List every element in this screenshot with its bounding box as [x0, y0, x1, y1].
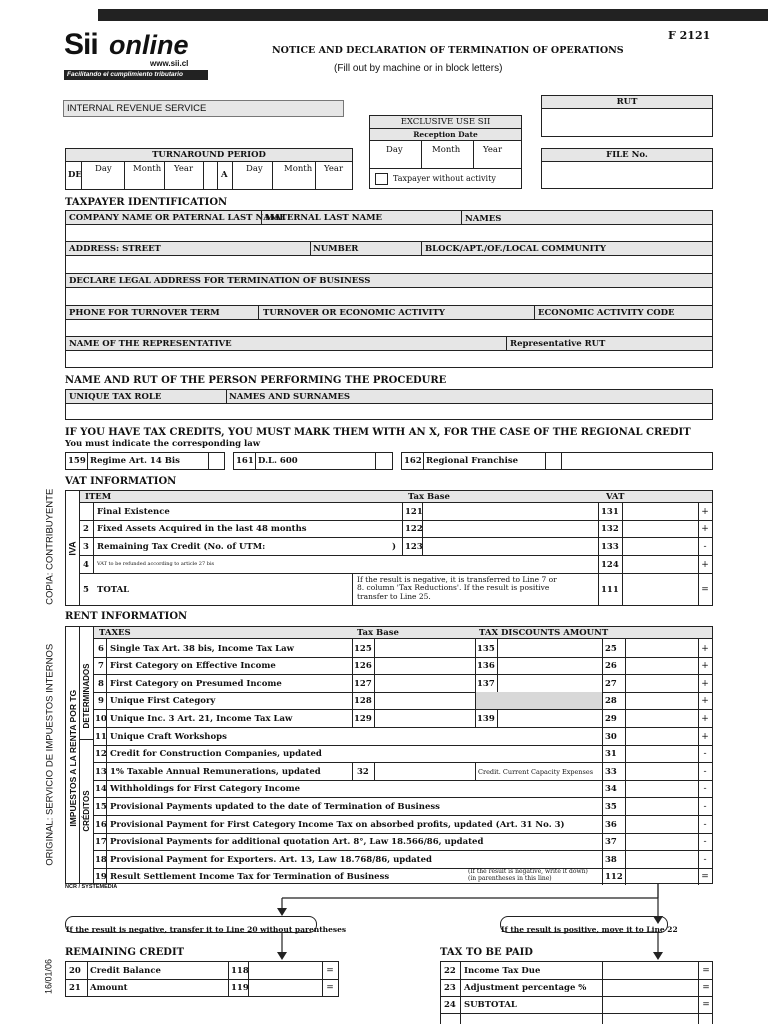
vat-sign: + — [701, 560, 709, 570]
rent-amount-code: 34 — [605, 784, 617, 794]
rent-discount-input[interactable] — [498, 674, 602, 692]
rent-amount-code: 29 — [605, 714, 617, 724]
period-to-label: A — [221, 170, 228, 180]
rent-amount-code: 25 — [605, 644, 617, 654]
topay-line-number: 24 — [444, 1000, 456, 1010]
vat-code: 124 — [601, 560, 619, 570]
file-number-label: FILE No. — [542, 149, 712, 162]
rent-amount-code: 112 — [605, 872, 623, 882]
topay-line-number: 23 — [444, 983, 456, 993]
credit-label: Regime Art. 14 Bis — [90, 456, 180, 466]
turnaround-period — [65, 148, 353, 190]
taxpayer-title: TAXPAYER IDENTIFICATION — [65, 197, 228, 208]
rent-amount-input[interactable] — [626, 639, 698, 657]
vat-base-code: 122 — [405, 524, 423, 534]
vat-line-number: 2 — [83, 524, 89, 534]
rent-table — [65, 626, 713, 884]
rent-discount-code: 136 — [477, 661, 495, 671]
logo-brand-right: online — [109, 30, 189, 60]
rent-discount-code: 135 — [477, 644, 495, 654]
topay-amount-input[interactable] — [603, 1013, 698, 1024]
rent-amount-input[interactable] — [626, 674, 698, 692]
credit-mark-cell[interactable] — [375, 453, 392, 469]
remaining-line-number: 21 — [69, 983, 81, 993]
vat-amount-input[interactable] — [623, 537, 697, 555]
credit-regime-14bis — [65, 452, 225, 470]
rent-base-code: 128 — [354, 696, 372, 706]
vat-line-label: TOTAL — [97, 585, 130, 595]
vat-vat-header: VAT — [606, 492, 625, 502]
rent-sign: + — [701, 696, 709, 706]
remaining-amount-input[interactable] — [249, 962, 322, 979]
rent-discount-code: 137 — [477, 679, 495, 689]
rent-side-credits: CRÉDITOS — [82, 790, 91, 832]
vat-base-code: 123 — [405, 542, 423, 552]
rent-amount-input[interactable] — [626, 657, 698, 674]
sii-logo — [64, 30, 212, 82]
topay-line-label: SUBTOTAL — [464, 1000, 517, 1010]
rent-line-label: Result Settlement Income Tax for Termination of Business — [110, 872, 390, 882]
rent-amount-input[interactable] — [626, 727, 698, 745]
vat-line-number: 4 — [83, 560, 89, 570]
remaining-code: 118 — [231, 966, 249, 976]
topay-sign: = — [702, 966, 710, 976]
rent-line-label: Unique First Category — [110, 696, 216, 706]
rent-line-number: 18 — [95, 855, 107, 865]
topay-sign: = — [702, 983, 710, 993]
file-number-field[interactable] — [541, 148, 713, 189]
tax-to-pay-table — [440, 961, 713, 1024]
rent-line-label: Credit for Construction Companies, updated — [110, 749, 322, 759]
period-from-day: Day — [95, 164, 112, 174]
activity-label: TURNOVER OR ECONOMIC ACTIVITY — [263, 308, 445, 318]
names-surnames-label: NAMES AND SURNAMES — [229, 392, 351, 402]
vat-sign: = — [701, 585, 709, 595]
rent-base-input[interactable] — [375, 657, 475, 674]
rent-sign: + — [701, 661, 709, 671]
rent-line-label: Provisional Payment for First Category Income Tax on absorbed profits, updated (Art. 31 No. 3) — [110, 820, 565, 830]
topay-sign: = — [702, 1000, 710, 1010]
rent-amount-input[interactable] — [626, 709, 698, 727]
topay-amount-input[interactable] — [603, 962, 698, 979]
rent-base-input[interactable] — [375, 709, 475, 727]
vat-table — [65, 490, 713, 606]
vat-sign: + — [701, 524, 709, 534]
rent-line-number: 13 — [95, 767, 107, 777]
rent-amount-code: 35 — [605, 802, 617, 812]
rent-sign: - — [703, 820, 707, 830]
vat-code: 111 — [601, 585, 619, 595]
period-to-month: Month — [284, 164, 313, 174]
rent-line-number: 15 — [95, 802, 107, 812]
vat-amount-input[interactable] — [623, 503, 697, 520]
rent-discount-code: 139 — [477, 714, 495, 724]
rent-amount-code: 31 — [605, 749, 617, 759]
procedure-box — [65, 389, 713, 420]
remaining-amount-input[interactable] — [249, 979, 322, 996]
turnaround-title: TURNAROUND PERIOD — [66, 149, 352, 162]
rent-base-input[interactable] — [375, 692, 475, 709]
topay-line-label: Adjustment percentage % — [464, 983, 587, 993]
rent-sign: - — [703, 784, 707, 794]
rent-amount-input[interactable] — [626, 797, 698, 815]
rent-amount-code: 38 — [605, 855, 617, 865]
printer-mark: NCR / SYSTEMEDIA — [65, 884, 118, 890]
rent-line-label: Unique Inc. 3 Art. 21, Income Tax Law — [110, 714, 293, 724]
rent-line-label: First Category on Presumed Income — [110, 679, 282, 689]
remaining-sign: = — [326, 983, 334, 993]
rent-capacity-note: Credit. Current Capacity Expenses — [478, 768, 594, 776]
vat-base-input[interactable] — [423, 520, 598, 537]
exclusive-day: Day — [386, 145, 403, 155]
credit-label: Regional Franchise — [426, 456, 519, 466]
taxpayer-identification — [65, 210, 713, 368]
rent-line-label: Withholdings for First Category Income — [110, 784, 301, 794]
unique-tax-role-label: UNIQUE TAX ROLE — [69, 392, 162, 402]
remaining-line-label: Credit Balance — [90, 966, 161, 976]
rent-amount-input[interactable] — [626, 780, 698, 797]
rent-line-label: Unique Craft Workshops — [110, 732, 227, 742]
copy-label: COPIA: CONTRIBUYENTE — [44, 488, 56, 605]
credit-mark-cell[interactable] — [208, 453, 224, 469]
remaining-code: 119 — [231, 983, 249, 993]
vat-code: 133 — [601, 542, 619, 552]
legal-address-label: DECLARE LEGAL ADDRESS FOR TERMINATION OF BUSINESS — [69, 276, 371, 286]
credit-label: D.L. 600 — [258, 456, 298, 466]
positive-result-instruction — [500, 916, 678, 934]
exclusive-year: Year — [483, 145, 503, 155]
rent-discount-input[interactable] — [498, 709, 602, 727]
rent-side-main: IMPUESTOS A LA RENTA POR TG — [67, 689, 78, 827]
rent-line-number: 6 — [98, 644, 104, 654]
names-label: NAMES — [465, 214, 502, 224]
rent-base-code: 129 — [354, 714, 372, 724]
vat-amount-input[interactable] — [623, 555, 697, 573]
credit-dl600 — [233, 452, 393, 470]
rent-sign: + — [701, 644, 709, 654]
rent-line-label: Provisional Payments for additional quotation Art. 8°, Law 18.566/86, updated — [110, 837, 484, 847]
vat-line-number: 3 — [83, 542, 89, 552]
rut-label: RUT — [542, 96, 712, 109]
rent-line-label: Provisional Payment for Exporters. Art. 13, Law 18.768/86, updated — [110, 855, 432, 865]
rent-side-determined: DETERMINADOS — [82, 663, 91, 729]
credit-regional-franchise — [401, 452, 713, 470]
vat-line-label: Remaining Tax Credit (No. of UTM: — [97, 542, 266, 552]
vat-amount-input[interactable] — [623, 573, 697, 605]
vat-item-header: ITEM — [85, 492, 112, 502]
rent-line-number: 17 — [95, 837, 107, 847]
form-subtitle: (Fill out by machine or in block letters) — [334, 63, 503, 74]
rent-code: 32 — [357, 767, 369, 777]
rent-amount-code: 26 — [605, 661, 617, 671]
rent-sign: - — [703, 749, 707, 759]
rent-line-number: 8 — [98, 679, 104, 689]
vat-line-label: VAT to be refunded according to article 27 bis — [97, 561, 215, 567]
vat-base-input[interactable] — [423, 503, 598, 520]
rent-sign: - — [703, 802, 707, 812]
tax-to-pay-title: TAX TO BE PAID — [440, 947, 533, 958]
top-bar — [98, 9, 768, 21]
rent-amount-code: 33 — [605, 767, 617, 777]
topay-line-number: 22 — [444, 966, 456, 976]
rent-line-number: 12 — [95, 749, 107, 759]
vat-total-note: If the result is negative, it is transferred to Line 7 or 8. column 'Tax Reductions'. If the result is positive transfer to Line 25. — [357, 575, 557, 601]
rent-amount-input[interactable] — [626, 745, 698, 762]
rent-sign: - — [703, 837, 707, 847]
print-date: 16/01/06 — [43, 958, 54, 995]
rent-amount-input[interactable] — [626, 833, 698, 850]
vat-line-label: Fixed Assets Acquired in the last 48 months — [97, 524, 307, 534]
period-to-day: Day — [246, 164, 263, 174]
logo-tagline: Facilitando el cumplimiento tributario — [64, 70, 208, 80]
rent-sign: + — [701, 732, 709, 742]
representative-rut-label: Representative RUT — [510, 339, 606, 349]
negative-result-instruction — [65, 916, 347, 934]
credit-code: 159 — [68, 456, 86, 466]
period-to-year: Year — [324, 164, 344, 174]
representative-name-label: NAME OF THE REPRESENTATIVE — [69, 339, 232, 349]
activity-code-label: ECONOMIC ACTIVITY CODE — [538, 308, 675, 318]
topay-line-label: Income Tax Due — [464, 966, 541, 976]
remaining-credit-table — [65, 961, 339, 997]
logo-brand-left: Sii — [64, 28, 98, 61]
exclusive-title: EXCLUSIVE USE SII — [370, 116, 521, 129]
rent-amount-code: 37 — [605, 837, 617, 847]
form-number: F 2121 — [668, 29, 711, 42]
exclusive-use-box — [369, 115, 522, 189]
rent-sign: - — [703, 855, 707, 865]
agency-label: INTERNAL REVENUE SERVICE — [63, 100, 344, 117]
vat-line-number: 5 — [83, 585, 89, 595]
procedure-title: NAME AND RUT OF THE PERSON PERFORMING THE PROCEDURE — [65, 375, 447, 386]
rent-line-number: 10 — [95, 714, 107, 724]
address-number-label: NUMBER — [313, 244, 359, 254]
rent-line-number: 16 — [95, 820, 107, 830]
credits-subtitle: You must indicate the corresponding law — [65, 439, 261, 449]
rent-discount-input[interactable] — [498, 639, 602, 657]
rent-base-input[interactable] — [375, 639, 475, 657]
rent-amount-code: 30 — [605, 732, 617, 742]
rent-base-code: 125 — [354, 644, 372, 654]
vat-title: VAT INFORMATION — [65, 476, 177, 487]
rent-sign: = — [701, 872, 709, 882]
period-from-label: DE — [68, 170, 82, 180]
vat-sign: - — [703, 542, 707, 552]
rent-amount-code: 27 — [605, 679, 617, 689]
remaining-credit-title: REMAINING CREDIT — [65, 947, 185, 958]
vat-sign: + — [701, 507, 709, 517]
period-from-year: Year — [174, 164, 194, 174]
logo-url: www.sii.cl — [150, 59, 189, 68]
vat-amount-input[interactable] — [623, 520, 697, 537]
rent-line-number: 11 — [95, 732, 107, 742]
rent-title: RENT INFORMATION — [65, 611, 188, 622]
rent-sign: - — [703, 767, 707, 777]
vat-code: 131 — [601, 507, 619, 517]
rent-base-code: 126 — [354, 661, 372, 671]
maternal-name-label: MATERNAL LAST NAME — [265, 213, 382, 223]
vat-base-input[interactable] — [423, 537, 598, 555]
rut-field[interactable] — [541, 95, 713, 137]
vat-base-code: 121 — [405, 507, 423, 517]
rent-amount-input[interactable] — [626, 850, 698, 868]
original-label: ORIGINAL: SERVICIO DE IMPUESTOS INTERNOS — [44, 643, 56, 866]
rent-taxes-header: TAXES — [99, 628, 131, 638]
rent-base-code: 127 — [354, 679, 372, 689]
credit-mark-cell[interactable] — [545, 453, 562, 469]
form-title: NOTICE AND DECLARATION OF TERMINATION OF OPERATIONS — [272, 45, 624, 56]
rent-amount-input[interactable] — [626, 692, 698, 709]
remaining-sign: = — [326, 966, 334, 976]
rent-result-note: (in parentheses in this line) — [468, 875, 552, 882]
rent-line-number: 19 — [95, 872, 107, 882]
period-from-month: Month — [133, 164, 162, 174]
credits-title: IF YOU HAVE TAX CREDITS, YOU MUST MARK THEM WITH AN X, FOR THE CASE OF THE REGIONAL CREDIT — [65, 427, 691, 438]
vat-code: 132 — [601, 524, 619, 534]
reception-date-label: Reception Date — [370, 129, 521, 141]
topay-amount-input[interactable] — [603, 979, 698, 996]
block-label: BLOCK/APT./OF./LOCAL COMMUNITY — [425, 244, 606, 254]
rent-line-label: Single Tax Art. 38 bis, Income Tax Law — [110, 644, 294, 654]
rent-amount-input[interactable] — [626, 762, 698, 780]
credit-code: 161 — [236, 456, 254, 466]
rent-result-note: (If the result is negative, write it down) — [468, 868, 588, 875]
credit-code: 162 — [404, 456, 422, 466]
negative-result-text: If the result is negative, transfer it to Line 20 without parentheses — [66, 925, 347, 934]
rent-amount-code: 36 — [605, 820, 617, 830]
rent-amount-code: 28 — [605, 696, 617, 706]
vat-side-text: IVA — [67, 541, 78, 556]
exclusive-month: Month — [432, 145, 461, 155]
rent-base-header: Tax Base — [357, 628, 399, 638]
company-name-label: COMPANY NAME OR PATERNAL LAST NAME — [69, 213, 286, 223]
rent-line-number: 7 — [98, 661, 104, 671]
taxpayer-without-activity-checkbox[interactable] — [375, 173, 388, 185]
vat-line-close: ) — [392, 542, 397, 552]
rent-sign: + — [701, 714, 709, 724]
positive-result-text: If the result is positive, move it to Line 22 — [501, 925, 678, 934]
rent-discounts-header: TAX DISCOUNTS AMOUNT — [479, 628, 609, 638]
rent-discount-input[interactable] — [498, 657, 602, 674]
rent-discount-disabled — [476, 692, 602, 709]
remaining-line-number: 20 — [69, 966, 81, 976]
rent-line-number: 14 — [95, 784, 107, 794]
rent-line-number: 9 — [98, 696, 104, 706]
vat-base-header: Tax Base — [408, 492, 450, 502]
rent-base-input[interactable] — [375, 674, 475, 692]
phone-label: PHONE FOR TURNOVER TERM — [69, 308, 220, 318]
taxpayer-without-activity-label: Taxpayer without activity — [393, 174, 496, 183]
rent-line-label: First Category on Effective Income — [110, 661, 276, 671]
remaining-line-label: Amount — [90, 983, 128, 993]
rent-amount-input[interactable] — [626, 815, 698, 833]
rent-sign: + — [701, 679, 709, 689]
address-street-label: ADDRESS: STREET — [69, 244, 161, 254]
rent-line-label: Provisional Payments updated to the date of Termination of Business — [110, 802, 440, 812]
rent-line-label: 1% Taxable Annual Remunerations, updated — [110, 767, 321, 777]
vat-line-label: Final Existence — [97, 507, 170, 517]
topay-amount-input[interactable] — [603, 996, 698, 1013]
